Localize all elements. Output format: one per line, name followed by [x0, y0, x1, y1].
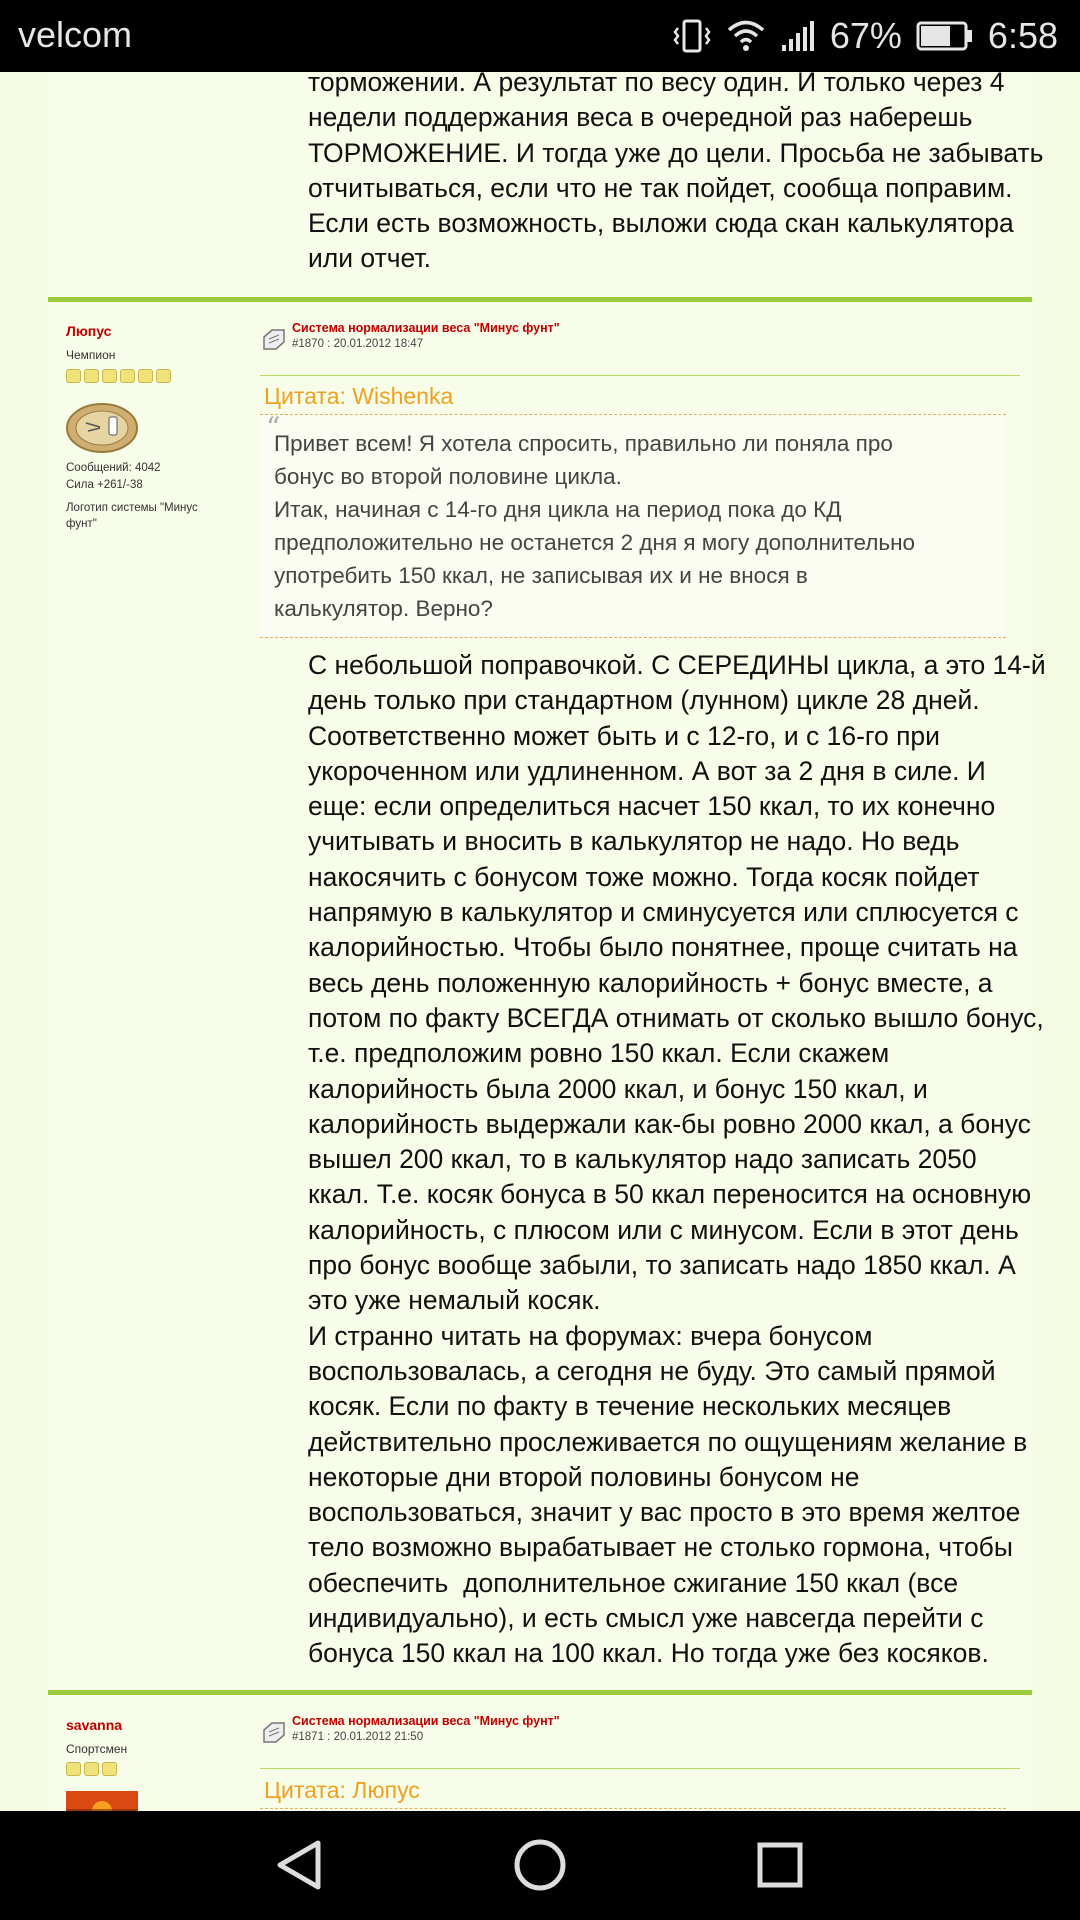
text-line: С небольшой поправочкой. С СЕРЕДИНЫ цикла, а это 14-й [308, 650, 1046, 680]
avatar-logo-image [66, 401, 138, 455]
text-line: т.е. предположим ровно 150 ккал. Если скажем [308, 1038, 890, 1069]
text-line: ккал. Т.е. косяк бонуса в 50 ккал переносится на основную [308, 1179, 1032, 1210]
quote-title: Цитата: Люпус [264, 1777, 420, 1803]
post-number-date[interactable]: #1870 : 20.01.2012 18:47 [292, 338, 424, 350]
quote-line: предположительно не останется 2 дня я могу дополнительно [274, 530, 916, 555]
post-header [260, 1714, 1020, 1769]
text-line: ТОРМОЖЕНИЕ. И тогда уже до цели. Просьба не забывать [308, 137, 1044, 168]
author-name[interactable]: savanna [66, 1717, 123, 1733]
text-line: потом по факту ВСЕГДА отнимать от сколько вышло бонус, [308, 1002, 1044, 1033]
text-line: бонуса 150 ккал на 100 ккал. Но тогда уже без косяков. [308, 1638, 989, 1669]
text-line: вышел 200 ккал, то в калькулятор надо записать 2050 [308, 1144, 977, 1175]
battery-percent: 67% [829, 15, 902, 56]
quote-line: употребить 150 ккал, не записывая их и не внося в [274, 563, 808, 588]
rank-star-icon [156, 369, 171, 383]
rank-star-icon [66, 369, 81, 383]
rank-star-icon [84, 1762, 99, 1776]
clock: 6:58 [987, 15, 1058, 56]
text-line: накосячить с бонусом тоже можно. Тогда косяк пойдет [308, 861, 980, 892]
quote-title: Цитата: Wishenka [264, 383, 454, 409]
status-bar [0, 0, 1080, 72]
text-line: косяк. Если по факту в течение нескольких месяцев [308, 1391, 952, 1422]
wifi-icon [726, 19, 766, 53]
quote-box [260, 411, 1006, 638]
topic-icon [262, 1720, 286, 1749]
text-line: калорийностью. Чтобы было понятнее, проще считать на [308, 932, 1018, 963]
text-line: или отчет. [308, 243, 431, 274]
post-number-date[interactable]: #1871 : 20.01.2012 21:50 [292, 1731, 424, 1743]
previous-post-text [308, 72, 1053, 277]
quote-text [274, 427, 1004, 625]
quote-line: Привет всем! Я хотела спросить, правильно ли поняла про [274, 431, 893, 456]
rank-star-icon [102, 1762, 117, 1776]
author-power: Сила +261/-38 [66, 479, 143, 491]
rank-star-icon [102, 369, 117, 383]
author-name[interactable]: Люпус [66, 323, 112, 339]
post-topic-link[interactable]: Система нормализации веса "Минус фунт" [292, 1714, 560, 1728]
forum-page[interactable] [0, 72, 1080, 1811]
home-icon[interactable] [512, 1837, 568, 1898]
text-line: про бонус вообще забыли, то записать надо 1850 ккал. А [308, 1250, 1016, 1281]
text-line: действительно прослеживается по ощущениям желание в [308, 1426, 1028, 1457]
rank-star-icon [120, 369, 135, 383]
text-line: еще: если определиться насчет 150 ккал, то их конечно [308, 791, 996, 822]
text-line: день только при стандартном (лунном) цикле 28 дней. [308, 685, 980, 716]
rank-star-icon [84, 369, 99, 383]
text-line: калорийность была 2000 ккал, и бонус 150 ккал, и [308, 1073, 928, 1104]
author-logo-caption: Логотип системы "Минус фунт" [66, 502, 198, 530]
post-header [260, 321, 1020, 376]
author-stars [66, 369, 171, 383]
text-line: калорийность выдержали как-бы ровно 2000 ккал, а бонус [308, 1108, 1031, 1139]
text-line: Соответственно может быть и с 12-го, и с 16-го при [308, 720, 940, 751]
topic-icon [262, 327, 286, 356]
forum-content [48, 72, 1046, 1811]
text-line: укороченном или удлиненном. А вот за 2 дня в силе. И [308, 755, 986, 786]
text-line: это уже немалый косяк. [308, 1285, 601, 1316]
quote-mark-icon: “ [266, 411, 281, 444]
author-stars [66, 1762, 117, 1776]
text-line: напрямую в калькулятор и сминусуется или сплюсуется с [308, 897, 1019, 928]
text-line: весь день положенную калорийность + бонус вместе, а [308, 967, 993, 998]
text-line: воспользовалась, а сегодня не буду. Это самый прямой [308, 1355, 996, 1386]
post-separator [48, 1690, 1032, 1695]
author-avatar [66, 401, 138, 455]
text-line: тело возможно вырабатывает не столько гормона, чтобы [308, 1532, 1013, 1563]
text-line: торможении. А результат по весу один. И только через 4 [308, 72, 1005, 97]
text-line: воспользоваться, значит у вас просто в это время желтое [308, 1497, 1021, 1528]
rank-star-icon [66, 1762, 81, 1776]
battery-icon [916, 21, 974, 51]
text-line: некоторые дни второй половины бонусом не [308, 1461, 860, 1492]
avatar-sunset-image [66, 1791, 138, 1811]
author-rank: Спортсмен [66, 1742, 128, 1756]
post-body [308, 648, 1053, 1672]
vibrate-icon [672, 18, 712, 54]
post-separator [48, 297, 1032, 302]
text-line: калорийность, с плюсом или с минусом. Если в этот день [308, 1214, 1019, 1245]
carrier-name: velcom [18, 14, 133, 55]
text-line: отчитываться, если что не так пойдет, сообща поправим. [308, 172, 1013, 203]
text-line: И странно читать на форумах: вчера бонусом [308, 1320, 873, 1351]
rank-star-icon [138, 369, 153, 383]
text-line: Если есть возможность, выложи сюда скан калькулятора [308, 208, 1014, 239]
text-line: индивидуально), и есть смысл уже навсегда перейти с [308, 1603, 984, 1634]
recents-icon[interactable] [752, 1837, 808, 1898]
author-messages: Сообщений: 4042 [66, 462, 161, 474]
quote-line: калькулятор. Верно? [274, 596, 493, 621]
author-avatar [66, 1791, 138, 1811]
post-topic-link[interactable]: Система нормализации веса "Минус фунт" [292, 321, 560, 335]
quote-line: бонус во второй половине цикла. [274, 464, 622, 489]
text-line: обеспечить дополнительное сжигание 150 ккал (все [308, 1567, 959, 1598]
signal-icon [780, 19, 816, 53]
navigation-bar [0, 1811, 1080, 1920]
back-icon[interactable] [272, 1837, 328, 1898]
text-line: учитывать и вносить в калькулятор не надо. Но ведь [308, 826, 960, 857]
text-line: недели поддержания веса в очередной раз наберешь [308, 102, 973, 133]
author-rank: Чемпион [66, 348, 116, 362]
quote-line: Итак, начиная с 14-го дня цикла на период пока до КД [274, 497, 842, 522]
